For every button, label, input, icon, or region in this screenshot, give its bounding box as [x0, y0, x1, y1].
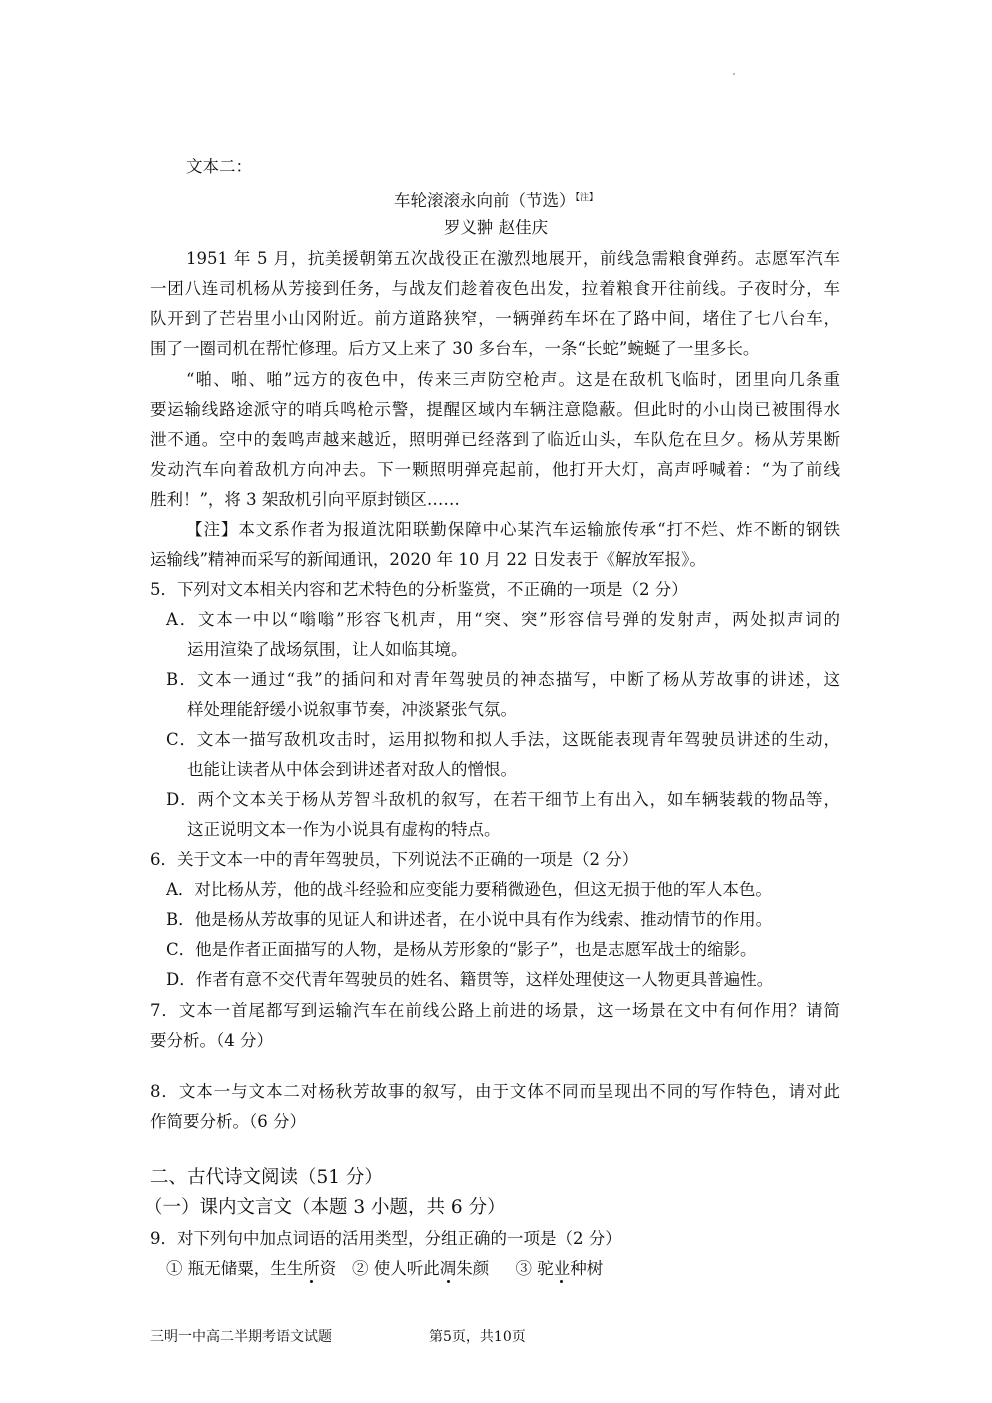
q8-stem-cont: 作简要分析。（6 分）	[150, 1112, 306, 1131]
q5-option-c: C．文本一描写敌机攻击时，运用拟物和拟人手法，这既能表现青年驾驶员讲述的生动，	[166, 730, 840, 749]
article-authors: 罗义翀 赵佳庆	[443, 218, 549, 237]
footer-exam-title: 三明一中高二半期考语文试题	[150, 1329, 332, 1345]
q5-option-d-cont: 这正说明文本一作为小说具有虚构的特点。	[187, 820, 501, 839]
para1-line: 一团八连司机杨从芳接到任务，与战友们趁着夜色出发，拉着粮食开往前线。子夜时分，车	[150, 279, 840, 298]
text2-label: 文本二：	[186, 157, 252, 176]
article-title	[0, 187, 992, 212]
note-line: 【注】本文系作者为报道沈阳联勤保障中心某汽车运输旅传承“打不烂、炸不断的钢铁	[186, 520, 840, 539]
article-title-text: 车轮滚滚永向前（节选）	[393, 191, 576, 210]
q5-option-a-cont: 运用渲染了战场氛围，让人如临其境。	[187, 640, 468, 659]
q7-stem-cont: 要分析。（4 分）	[150, 1031, 273, 1050]
q9-item-num: ①	[166, 1259, 183, 1278]
dotted-word: 所	[303, 1259, 320, 1278]
dotted-word: 业	[553, 1259, 571, 1278]
q5-option-d: D．两个文本关于杨从芳智斗敌机的叙写，在若干细节上有出入，如车辆装载的物品等，	[166, 790, 840, 809]
q9-item-num: ②	[352, 1259, 369, 1278]
q6-option-a: A．对比杨从芳，他的战斗经验和应变能力要稍微逊色，但这无损于他的军人本色。	[166, 880, 772, 899]
para2-line: 泄不通。空中的轰鸣声越来越近，照明弹已经落到了临近山头，车队危在旦夕。杨从芳果断	[150, 430, 840, 449]
q7-stem: 7．文本一首尾都写到运输汽车在前线公路上前进的场景，这一场景在文中有何作用？请简	[150, 1001, 840, 1020]
para2-line: “啪、啪、啪”远方的夜色中，传来三声防空枪声。这是在敌机飞临时，团里向几条重	[186, 370, 840, 389]
q5-option-b: B．文本一通过“我”的插问和对青年驾驶员的神态描写，中断了杨从芳故事的讲述，这	[166, 670, 840, 689]
q9-items	[166, 1258, 603, 1280]
para2-line: 胜利！”，将 3 架敌机引向平原封锁区……	[150, 490, 460, 509]
scan-speck	[733, 73, 735, 75]
para1-line: 1951 年 5 月，抗美援朝第五次战役正在激烈地展开，前线急需粮食弹药。志愿军汽车	[186, 249, 840, 268]
note-superscript: 【注】	[575, 193, 598, 203]
q9-item-text: 朱颜	[456, 1259, 490, 1278]
q6-stem: 6．关于文本一中的青年驾驶员，下列说法不正确的一项是（2 分）	[150, 850, 639, 869]
para2-line: 发动汽车向着敌机方向冲去。下一颗照明弹亮起前，他打开大灯，高声呼喊着：“为了前线	[150, 460, 840, 479]
para1-line: 队开到了芒岩里小山冈附近。前方道路狭窄，一辆弹药车坏在了路中间，堵住了七八台车，	[150, 309, 840, 328]
q8-stem: 8．文本一与文本二对杨秋芳故事的叙写，由于文体不同而呈现出不同的写作特色，请对此	[150, 1082, 840, 1101]
q6-option-d: D．作者有意不交代青年驾驶员的姓名、籍贯等，这样处理使这一人物更具普遍性。	[166, 970, 774, 989]
dotted-word: 凋	[439, 1259, 457, 1278]
q5-option-b-cont: 样处理能舒缓小说叙事节奏，冲淡紧张气氛。	[187, 700, 517, 719]
q9-item-text: 资	[319, 1259, 337, 1278]
q5-option-c-cont: 也能让读者从中体会到讲述者对敌人的憎恨。	[187, 760, 517, 779]
note-line: 运输线”精神而采写的新闻通讯，2020 年 10 月 22 日发表于《解放军报》。	[150, 550, 706, 569]
q9-item-text: 驼	[537, 1259, 554, 1278]
para1-line: 围了一圈司机在帮忙修理。后方又上来了 30 多台车，一条“长蛇”蜿蜒了一里多长。	[150, 339, 760, 358]
q9-item-text: 使人听此	[373, 1259, 440, 1278]
q9-item-text: 瓶无储粟，生生	[187, 1259, 304, 1278]
section-2-heading: 二、古代诗文阅读（51 分）	[150, 1167, 383, 1188]
para2-line: 要运输线路途派守的哨兵鸣枪示警，提醒区域内车辆注意隐蔽。但此时的小山岗已被围得水	[150, 400, 840, 419]
q5-stem: 5．下列对文本相关内容和艺术特色的分析鉴赏，不正确的一项是（2 分）	[150, 580, 688, 599]
q6-option-b: B．他是杨从芳故事的见证人和讲述者，在小说中具有作为线索、推动情节的作用。	[166, 910, 773, 929]
q9-stem: 9．对下列句中加点词语的活用类型，分组正确的一项是（2 分）	[150, 1229, 622, 1248]
footer-page-number: 第5页，共10页	[429, 1329, 526, 1345]
q9-item-num: ③	[515, 1259, 532, 1278]
q9-item-text: 种树	[570, 1259, 604, 1278]
subsection-1-heading: （一）课内文言文（本题 3 小题，共 6 分）	[144, 1197, 506, 1218]
q5-option-a: A．文本一中以“嗡嗡”形容飞机声，用“突、突”形容信号弹的发射声，两处拟声词的	[166, 610, 840, 629]
q6-option-c: C．他是作者正面描写的人物，是杨从芳形象的“影子”，也是志愿军战士的缩影。	[166, 940, 757, 959]
